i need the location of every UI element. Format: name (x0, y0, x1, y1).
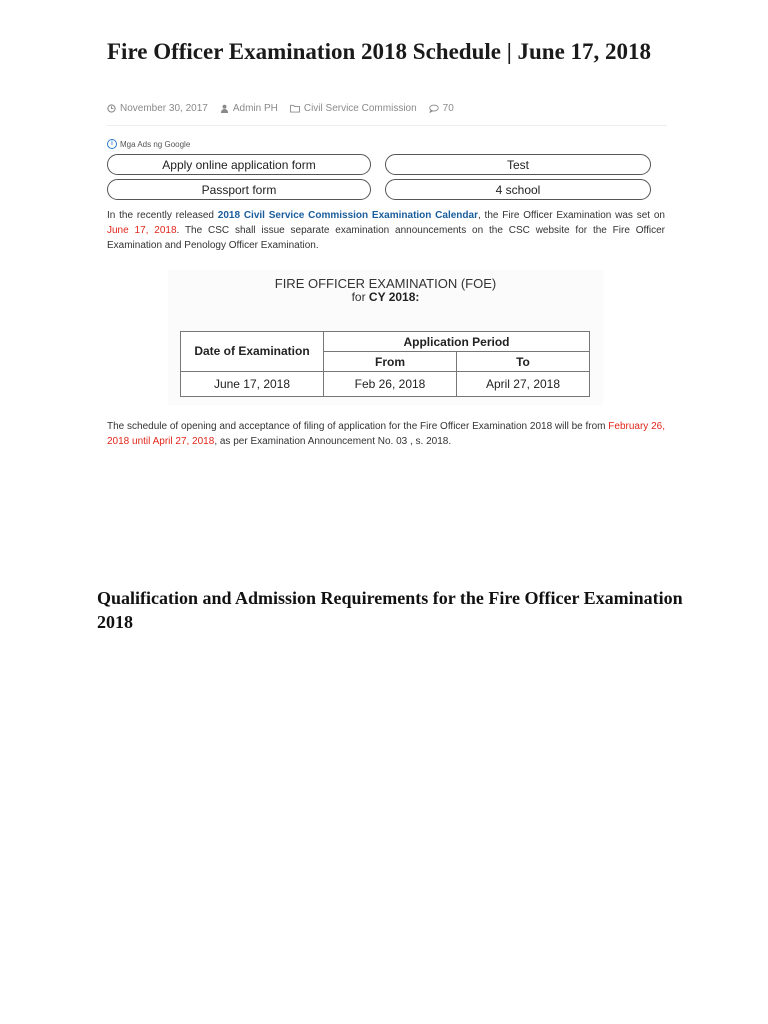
folder-icon (290, 104, 300, 113)
intro-text-1: In the recently released (107, 210, 218, 221)
schedule-subtitle-prefix: for (351, 290, 369, 304)
meta-author-text[interactable]: Admin PH (232, 103, 278, 114)
intro-paragraph (107, 208, 665, 253)
schedule-subtitle (168, 290, 603, 305)
schedule-image (168, 270, 603, 405)
ad-link-test[interactable]: Test (385, 154, 651, 175)
meta-date (107, 103, 208, 114)
exam-date-highlight: June 17, 2018 (107, 225, 177, 236)
header-application-period: Application Period (324, 332, 590, 352)
post-meta (107, 103, 667, 126)
meta-author[interactable] (220, 103, 278, 114)
filing-text-1: The schedule of opening and acceptance of filing of application for the Fire Officer Examination 2018 will be from (107, 421, 609, 432)
ad-link-passport-form[interactable]: Passport form (107, 179, 371, 200)
ad-link-4-school[interactable]: 4 school (385, 179, 651, 200)
schedule-subtitle-year: CY 2018: (368, 290, 420, 304)
filing-paragraph (107, 419, 665, 449)
cell-to-date: April 27, 2018 (457, 372, 590, 397)
table-row (181, 372, 590, 397)
filing-date-range: February 26, 2018 until April 27, 2018 (107, 421, 665, 447)
ad-link-apply-online[interactable]: Apply online application form (107, 154, 371, 175)
schedule-table (180, 331, 590, 397)
schedule-title: FIRE OFFICER EXAMINATION (FOE) (274, 276, 497, 291)
qualification-heading: Qualification and Admission Requirements for the Fire Officer Examination 2018 (97, 588, 683, 632)
intro-text-2: , the Fire Officer Examination was set on (477, 210, 665, 221)
header-date-of-examination: Date of Examination (181, 332, 324, 372)
info-icon: i (107, 139, 117, 149)
meta-category[interactable] (290, 103, 417, 114)
header-to: To (457, 352, 590, 372)
filing-text-2: , as per Examination Announcement No. 03 , s. 2018. (214, 436, 452, 447)
meta-comments[interactable] (429, 103, 454, 114)
cell-from-date: Feb 26, 2018 (324, 372, 457, 397)
header-from: From (324, 352, 457, 372)
ads-label[interactable] (107, 139, 190, 149)
clock-icon (107, 104, 116, 113)
user-icon (220, 104, 229, 113)
cell-exam-date: June 17, 2018 (181, 372, 324, 397)
meta-date-text: November 30, 2017 (120, 103, 208, 114)
meta-comments-count[interactable]: 70 (442, 103, 454, 114)
exam-calendar-link[interactable]: 2018 Civil Service Commission Examination Calendar (217, 210, 478, 221)
post-title: Fire Officer Examination 2018 Schedule | June 17, 2018 (107, 39, 652, 64)
meta-category-text[interactable]: Civil Service Commission (303, 103, 417, 114)
intro-text-3: . The CSC shall issue separate examination announcements on the CSC website for the Fire Officer Examination and Penology Officer Examination. (107, 225, 666, 251)
comment-icon (429, 104, 439, 113)
ads-label-text[interactable]: Mga Ads ng Google (120, 139, 191, 149)
